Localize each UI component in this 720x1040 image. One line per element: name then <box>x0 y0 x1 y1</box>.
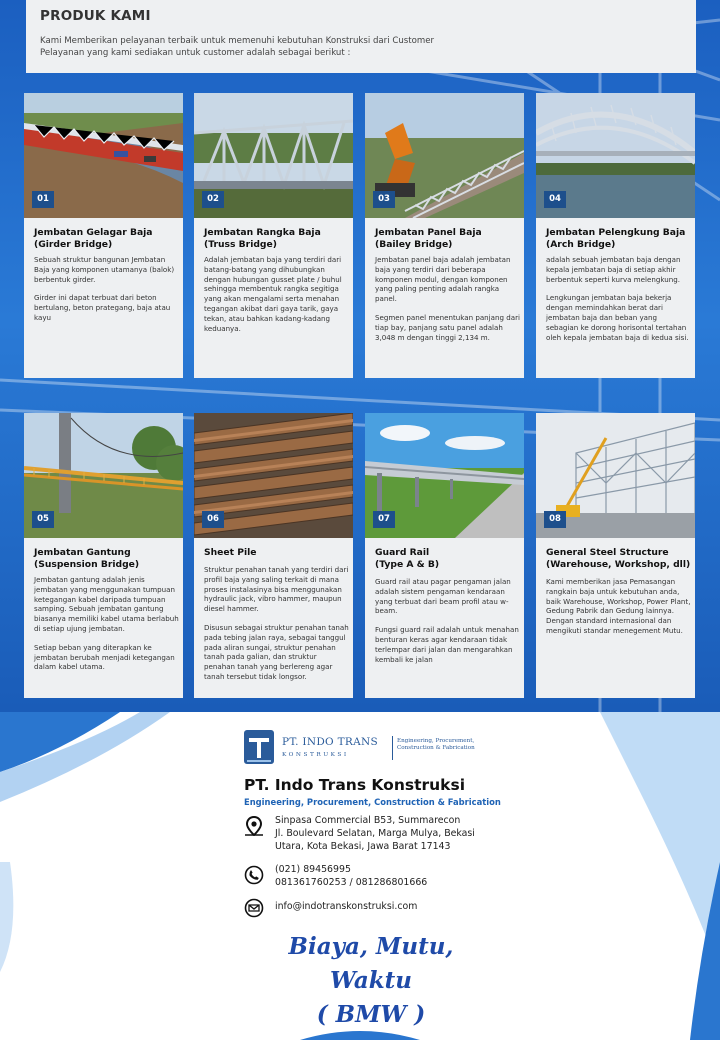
product-title: Guard Rail (Type A & B) <box>375 547 440 570</box>
product-description: Jembatan panel baja adalah jembatan baja yang terdiri dari beberapa komponen modul, dengan komponen yang paling penting adalah rangka panel. Segmen panel menentukan panjang dari tiap bay, panjang satu panel adalah 3,048 m dengan tinggi 2,134 m. <box>375 255 520 342</box>
company-logo: PT. INDO TRANS KONSTRUKSI Engineering, Procurement, Construction & Fabrication <box>244 728 484 768</box>
product-title: General Steel Structure (Warehouse, Workshop, dll) <box>546 547 691 570</box>
product-number: 03 <box>373 191 395 208</box>
logo-divider <box>392 736 393 760</box>
logo-tagline: Engineering, Procurement, Construction & Fabrication <box>397 738 475 751</box>
company-section <box>0 712 720 1040</box>
product-title: Jembatan Panel Baja (Bailey Bridge) <box>375 227 482 250</box>
intro-text: Kami Memberikan pelayanan terbaik untuk memenuhi kebutuhan Konstruksi dari Customer Pelayanan yang kami sediakan untuk customer adalah sebagai berikut : <box>40 36 435 58</box>
product-card-guardrail <box>365 413 524 698</box>
product-number: 06 <box>202 511 224 528</box>
product-card-truss <box>194 93 353 378</box>
product-number: 01 <box>32 191 54 208</box>
product-description: Struktur penahan tanah yang terdiri dari profil baja yang saling terkait di mana proses instalasinya bisa menggunakan hydraulic jack, vibro hammer, maupun diesel hammer. Disusun sebagai struktur penahan tanah pada tebing jalan raya, sebagai tanggul pada aliran sungai, struktur penahan tanah pada galian, dan struktur penahan tanah yang berlereng agar tanah tersebut tidak longsor. <box>204 565 349 681</box>
product-card-bailey <box>365 93 524 378</box>
product-description: Kami memberikan jasa Pemasangan rangkain baja untuk kebutuhan anda, baik Warehouse, Workshop, Power Plant, Gedung Pabrik dan Gedung lainnya. Dengan standard internasional dan mengikuti standar menegement Mutu. <box>546 577 691 635</box>
product-description: Jembatan gantung adalah jenis jembatan yang menggunakan tumpuan ketegangan kabel daripada tumpuan samping. Sebuah jembatan gantung biasanya memiliki kabel utama berlabuh di setiap ujung jembatan. Setiap beban yang diterapkan ke jembatan berubah menjadi ketegangan dalam kabel utama. <box>34 575 179 672</box>
product-card-suspension <box>24 413 183 698</box>
product-description: adalah sebuah jembatan baja dengan kepala jembatan baja di setiap akhir berbentuk seperti kurva melengkung. Lengkungan jembatan baja bekerja dengan memindahkan berat dari jembatan baja dan beban yang sebagian ke dorong horisontal tertahan oleh kepala jembatan baja di kedua sisi. <box>546 255 689 342</box>
product-card-steel-structure <box>536 413 695 698</box>
product-title: Jembatan Gelagar Baja (Girder Bridge) <box>34 227 153 250</box>
product-card-arch <box>536 93 695 378</box>
location-pin-icon <box>244 816 264 836</box>
company-email[interactable]: info@indotranskonstruksi.com <box>275 901 418 912</box>
phone-icon <box>244 865 264 885</box>
company-logo-icon <box>244 730 274 764</box>
slogan: Biaya, Mutu, Waktu ( BMW ) <box>288 933 454 1028</box>
company-phones[interactable]: (021) 89456995 081361760253 / 081286801666 <box>275 864 428 888</box>
company-tagline: Engineering, Procurement, Construction & Fabrication <box>244 797 501 807</box>
product-card-sheetpile <box>194 413 353 698</box>
product-title: Jembatan Pelengkung Baja (Arch Bridge) <box>546 227 686 250</box>
product-number: 08 <box>544 511 566 528</box>
intro-panel <box>26 0 696 73</box>
product-title: Jembatan Rangka Baja (Truss Bridge) <box>204 227 321 250</box>
product-number: 05 <box>32 511 54 528</box>
company-address: Sinpasa Commercial B53, Summarecon Jl. Boulevard Selatan, Marga Mulya, Bekasi Utara, Kota Bekasi, Jawa Barat 17143 <box>275 815 475 852</box>
product-description: Adalah jembatan baja yang terdiri dari batang-batang yang dihubungkan dengan hubungan gusset plate / buhul sehingga membentuk rangka segitiga yang akan mengalami serta menahan tegangan akibat dari gaya tarik, gaya tekan, atau bahkan kadang-kadang keduanya. <box>204 255 342 333</box>
product-title: Jembatan Gantung (Suspension Bridge) <box>34 547 140 570</box>
product-title: Sheet Pile <box>204 547 257 558</box>
product-card-girder <box>24 93 183 378</box>
product-description: Sebuah struktur bangunan Jembatan Baja yang komponen utamanya (balok) berbentuk girder. Girder ini dapat terbuat dari beton bertulang, beton prategang, baja atau kayu <box>34 255 175 322</box>
product-number: 04 <box>544 191 566 208</box>
product-description: Guard rail atau pagar pengaman jalan adalah sistem pengaman kendaraan yang terbuat dari beam profil atau w-beam. Fungsi guard rail adalah untuk menahan benturan keras agar kendaraan tidak terlempar dari jalan dan mengarahkan kembali ke jalan <box>375 577 519 664</box>
product-number: 07 <box>373 511 395 528</box>
section-title: PRODUK KAMI <box>40 8 151 24</box>
company-name: PT. Indo Trans Konstruksi <box>244 776 466 794</box>
email-icon <box>244 898 264 918</box>
product-number: 02 <box>202 191 224 208</box>
